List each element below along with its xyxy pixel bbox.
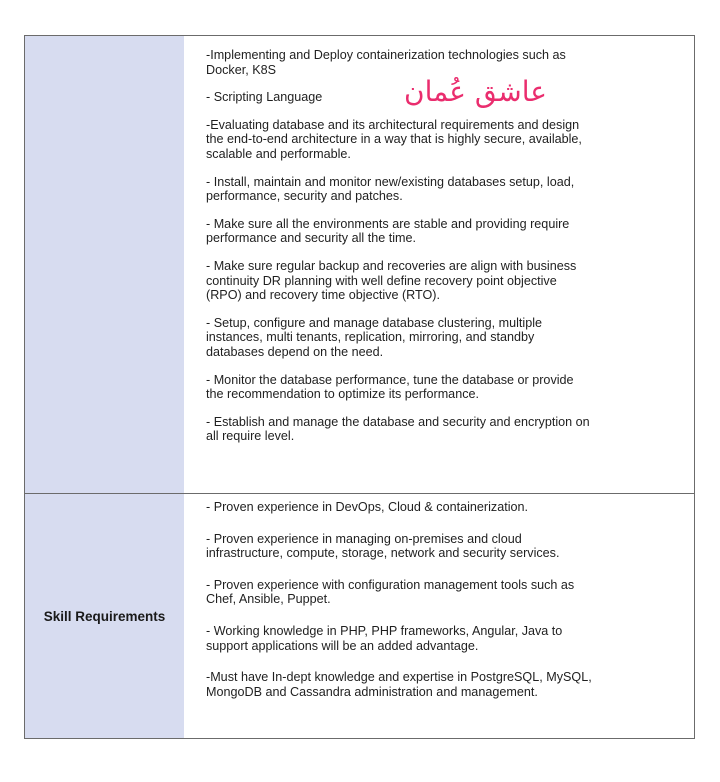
duty-item: - Scripting Language xyxy=(206,90,323,105)
skills-label-cell xyxy=(25,494,184,738)
skill-item: - Proven experience in managing on-premises and cloud infrastructure, compute, storage, network and security services. xyxy=(206,531,560,561)
duties-row xyxy=(25,36,694,494)
duty-item: -Evaluating database and its architectural requirements and design the end-to-end architecture in a way that is highly secure, available, scalable and performable. xyxy=(206,117,582,161)
duty-item: - Make sure regular backup and recoveries are align with business continuity DR planning with well define recovery point objective (RPO) and recovery time objective (RTO). xyxy=(206,258,577,303)
watermark-overlay-text: عاشق عُمان xyxy=(404,75,547,108)
duty-item: -Implementing and Deploy containerization technologies such as Docker, K8S xyxy=(206,48,566,77)
skill-item: -Must have In-dept knowledge and expertise in PostgreSQL, MySQL, MongoDB and Cassandra administration and management. xyxy=(206,670,592,699)
duty-item: - Make sure all the environments are stable and providing require performance and security all the time. xyxy=(206,216,570,246)
duty-item: - Setup, configure and manage database clustering, multiple instances, multi tenants, replication, mirroring, and standby databases depend on the need. xyxy=(206,315,543,359)
duty-item: - Install, maintain and monitor new/existing databases setup, load, performance, security and patches. xyxy=(206,174,575,204)
skills-content xyxy=(184,494,694,738)
duty-item: - Establish and manage the database and security and encryption on all require level. xyxy=(206,414,590,444)
duties-label-cell xyxy=(25,36,184,493)
skill-item: - Proven experience with configuration management tools such as Chef, Ansible, Puppet. xyxy=(206,577,575,607)
duty-item: - Monitor the database performance, tune the database or provide the recommendation to optimize its performance. xyxy=(206,372,574,402)
skill-item: - Working knowledge in PHP, PHP frameworks, Angular, Java to support applications will be an added advantage. xyxy=(206,623,563,653)
skill-item: - Proven experience in DevOps, Cloud & containerization. xyxy=(206,500,529,514)
skills-row xyxy=(25,494,694,738)
skills-label: Skill Requirements xyxy=(43,608,166,624)
requirements-table xyxy=(24,35,695,739)
